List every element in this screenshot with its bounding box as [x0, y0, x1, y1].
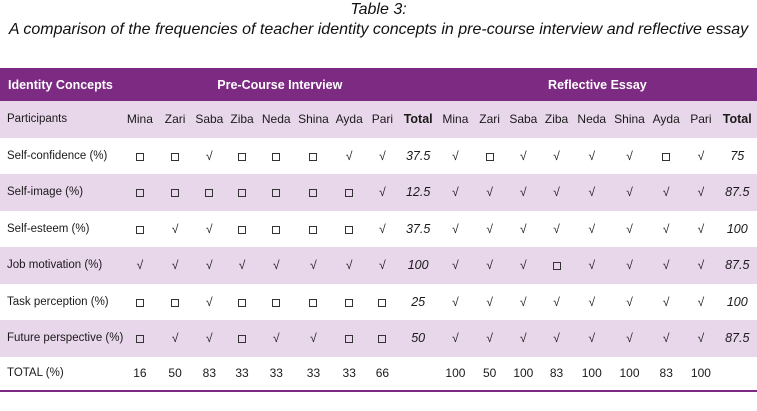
check-mark-icon: √ — [553, 185, 560, 200]
reflective-cell — [648, 320, 684, 357]
check-mark-icon: √ — [310, 258, 317, 273]
check-mark-icon: √ — [626, 331, 633, 346]
pre-course-cell — [332, 138, 366, 175]
pre-course-cell — [122, 247, 158, 284]
pre-course-cell — [258, 247, 295, 284]
participant-name: Neda — [577, 112, 607, 127]
empty-box-icon — [272, 226, 280, 234]
reflective-cell — [573, 284, 611, 321]
pre-course-cell — [258, 211, 295, 248]
reflective-cell — [684, 211, 717, 248]
pre-course-participant-total: 16 — [133, 366, 147, 380]
pre-course-cell — [158, 138, 192, 175]
empty-box-icon — [345, 299, 353, 307]
reflective-cell — [648, 138, 684, 175]
reflective-cell — [540, 138, 572, 175]
pre-course-cell — [258, 284, 295, 321]
pre-course-participant-total: 50 — [168, 366, 182, 380]
check-mark-icon: √ — [206, 331, 213, 346]
reflective-cell — [684, 174, 717, 211]
header-row — [0, 68, 757, 101]
check-mark-icon: √ — [452, 258, 459, 273]
empty-cell — [399, 357, 438, 391]
table-row — [0, 174, 757, 211]
pre-course-cell — [332, 320, 366, 357]
pre-course-cell — [258, 320, 295, 357]
reflective-cell — [473, 174, 506, 211]
reflective-participant-total: 83 — [659, 366, 673, 380]
check-mark-icon: √ — [588, 221, 596, 236]
pre-course-participant-total: 33 — [306, 366, 321, 380]
check-mark-icon: √ — [520, 221, 527, 236]
participants-row — [0, 101, 757, 138]
reflective-cell — [506, 247, 540, 284]
column-total-header: Total — [722, 112, 752, 127]
check-mark-icon: √ — [379, 185, 386, 200]
pre-course-cell — [226, 174, 257, 211]
reflective-cell — [684, 320, 717, 357]
reflective-cell — [438, 247, 473, 284]
reflective-cell — [648, 247, 684, 284]
reflective-cell — [438, 174, 473, 211]
check-mark-icon: √ — [626, 148, 633, 163]
reflective-total: 87.5 — [725, 258, 750, 273]
empty-box-icon — [309, 153, 317, 161]
pre-course-cell — [295, 284, 332, 321]
check-mark-icon: √ — [486, 294, 493, 309]
pre-course-total: 37.5 — [405, 221, 431, 236]
participant-name: Shina — [614, 112, 645, 127]
reflective-cell — [573, 174, 611, 211]
check-mark-icon: √ — [520, 185, 527, 200]
empty-box-icon — [136, 153, 144, 161]
table-row — [0, 247, 757, 284]
check-mark-icon: √ — [345, 148, 353, 163]
total-row — [0, 357, 757, 391]
reflective-cell — [611, 174, 648, 211]
participant-name: Pari — [690, 112, 712, 127]
reflective-cell — [573, 211, 611, 248]
check-mark-icon: √ — [697, 331, 705, 346]
check-mark-icon: √ — [662, 258, 670, 273]
check-mark-icon: √ — [626, 221, 633, 236]
check-mark-icon: √ — [662, 331, 670, 346]
check-mark-icon: √ — [626, 294, 633, 309]
header-reflective: Reflective Essay — [548, 77, 647, 92]
pre-course-total: 12.5 — [405, 185, 431, 200]
reflective-cell — [540, 247, 572, 284]
reflective-cell — [473, 320, 506, 357]
empty-box-icon — [272, 189, 280, 197]
pre-course-total: 25 — [411, 294, 426, 309]
table-row — [0, 138, 757, 175]
empty-box-icon — [309, 189, 317, 197]
check-mark-icon: √ — [553, 221, 560, 236]
reflective-total: 100 — [726, 221, 748, 236]
empty-box-icon — [205, 189, 213, 197]
empty-box-icon — [486, 153, 494, 161]
empty-box-icon — [136, 335, 144, 343]
empty-box-icon — [662, 153, 670, 161]
reflective-total: 87.5 — [725, 331, 750, 346]
pre-course-cell — [192, 138, 226, 175]
column-total-header: Total — [403, 112, 433, 127]
header-identity-concepts: Identity Concepts — [8, 77, 113, 92]
reflective-cell — [506, 320, 540, 357]
row-label: Self-image (%) — [7, 186, 84, 199]
header-pre-course: Pre-Course Interview — [217, 77, 343, 92]
check-mark-icon: √ — [345, 258, 353, 273]
empty-box-icon — [309, 226, 317, 234]
pre-course-cell — [122, 284, 158, 321]
pre-course-cell — [295, 211, 332, 248]
check-mark-icon: √ — [588, 331, 596, 346]
reflective-cell — [573, 247, 611, 284]
empty-box-icon — [272, 299, 280, 307]
check-mark-icon: √ — [206, 221, 213, 236]
empty-box-icon — [378, 299, 386, 307]
pre-course-cell — [192, 320, 226, 357]
participant-name: Mina — [442, 112, 469, 127]
empty-box-icon — [272, 153, 280, 161]
reflective-cell — [506, 174, 540, 211]
row-label: Job motivation (%) — [7, 259, 103, 272]
reflective-cell — [473, 211, 506, 248]
reflective-cell — [473, 247, 506, 284]
pre-course-participant-total: 33 — [235, 366, 249, 380]
pre-course-cell — [158, 320, 192, 357]
pre-course-cell — [192, 174, 226, 211]
check-mark-icon: √ — [662, 185, 670, 200]
reflective-cell — [684, 138, 717, 175]
pre-course-cell — [332, 211, 366, 248]
reflective-cell — [540, 174, 572, 211]
reflective-cell — [648, 174, 684, 211]
table-caption — [0, 0, 757, 40]
pre-course-cell — [366, 211, 398, 248]
pre-course-cell — [366, 284, 398, 321]
check-mark-icon: √ — [379, 148, 386, 163]
check-mark-icon: √ — [272, 331, 280, 346]
pre-course-cell — [332, 284, 366, 321]
reflective-participant-total: 100 — [619, 366, 640, 380]
pre-course-cell — [226, 138, 257, 175]
check-mark-icon: √ — [272, 258, 280, 273]
reflective-total: 75 — [730, 148, 745, 163]
pre-course-cell — [122, 320, 158, 357]
check-mark-icon: √ — [486, 185, 493, 200]
reflective-participant-total: 50 — [482, 366, 497, 380]
check-mark-icon: √ — [452, 221, 459, 236]
check-mark-icon: √ — [626, 258, 633, 273]
reflective-cell — [684, 284, 717, 321]
check-mark-icon: √ — [379, 258, 386, 273]
participants-label: Participants — [7, 113, 68, 126]
pre-course-total: 100 — [407, 258, 429, 273]
pre-course-cell — [122, 211, 158, 248]
empty-box-icon — [345, 335, 353, 343]
pre-course-cell — [295, 174, 332, 211]
check-mark-icon: √ — [310, 331, 317, 346]
empty-box-icon — [378, 335, 386, 343]
check-mark-icon: √ — [206, 148, 213, 163]
empty-cell — [718, 357, 757, 391]
reflective-cell — [506, 284, 540, 321]
pre-course-cell — [122, 138, 158, 175]
reflective-cell — [540, 320, 572, 357]
check-mark-icon: √ — [379, 221, 386, 236]
check-mark-icon: √ — [697, 185, 705, 200]
check-mark-icon: √ — [206, 294, 213, 309]
check-mark-icon: √ — [452, 331, 459, 346]
reflective-total: 87.5 — [725, 185, 750, 200]
check-mark-icon: √ — [588, 294, 596, 309]
participant-name: Ayda — [652, 112, 680, 127]
check-mark-icon: √ — [697, 258, 705, 273]
participant-name: Ayda — [335, 112, 363, 127]
check-mark-icon: √ — [171, 258, 179, 273]
caption-number: Table 3: — [350, 1, 407, 18]
pre-course-cell — [366, 247, 398, 284]
pre-course-cell — [192, 211, 226, 248]
participant-name: Zari — [479, 112, 500, 127]
check-mark-icon: √ — [171, 221, 179, 236]
check-mark-icon: √ — [452, 294, 459, 309]
reflective-cell — [573, 320, 611, 357]
check-mark-icon: √ — [626, 185, 633, 200]
empty-box-icon — [171, 299, 179, 307]
table-row — [0, 284, 757, 321]
empty-box-icon — [171, 189, 179, 197]
pre-course-cell — [226, 284, 257, 321]
row-label: Self-confidence (%) — [7, 149, 108, 162]
pre-course-cell — [192, 247, 226, 284]
participant-name: Mina — [126, 112, 153, 127]
check-mark-icon: √ — [486, 331, 493, 346]
check-mark-icon: √ — [238, 258, 246, 273]
pre-course-cell — [158, 211, 192, 248]
reflective-participant-total: 100 — [513, 366, 534, 380]
reflective-cell — [438, 284, 473, 321]
pre-course-cell — [158, 174, 192, 211]
reflective-cell — [506, 138, 540, 175]
reflective-cell — [648, 284, 684, 321]
pre-course-cell — [226, 211, 257, 248]
identity-concepts-table — [0, 68, 757, 392]
table-row — [0, 320, 757, 357]
reflective-cell — [648, 211, 684, 248]
reflective-cell — [438, 138, 473, 175]
empty-box-icon — [345, 189, 353, 197]
reflective-cell — [684, 247, 717, 284]
empty-box-icon — [238, 299, 246, 307]
pre-course-cell — [332, 247, 366, 284]
caption-title: A comparison of the frequencies of teacher identity concepts in pre-course interview and reflective essay — [8, 21, 749, 38]
empty-box-icon — [309, 299, 317, 307]
check-mark-icon: √ — [206, 258, 213, 273]
pre-course-participant-total: 33 — [269, 366, 283, 380]
reflective-cell — [438, 211, 473, 248]
check-mark-icon: √ — [520, 331, 527, 346]
reflective-cell — [611, 211, 648, 248]
total-label: TOTAL (%) — [7, 367, 64, 379]
reflective-participant-total: 100 — [445, 366, 466, 380]
pre-course-cell — [122, 174, 158, 211]
empty-box-icon — [136, 189, 144, 197]
check-mark-icon: √ — [553, 294, 560, 309]
row-label: Future perspective (%) — [7, 332, 124, 345]
check-mark-icon: √ — [520, 294, 527, 309]
reflective-cell — [611, 320, 648, 357]
pre-course-cell — [158, 247, 192, 284]
empty-box-icon — [238, 335, 246, 343]
participant-name: Ziba — [230, 112, 254, 127]
reflective-cell — [506, 211, 540, 248]
empty-box-icon — [238, 189, 246, 197]
reflective-cell — [611, 284, 648, 321]
check-mark-icon: √ — [588, 185, 596, 200]
check-mark-icon: √ — [553, 148, 560, 163]
pre-course-cell — [258, 174, 295, 211]
participant-name: Neda — [261, 112, 291, 127]
check-mark-icon: √ — [697, 294, 705, 309]
reflective-cell — [540, 284, 572, 321]
empty-box-icon — [171, 153, 179, 161]
reflective-participant-total: 100 — [690, 366, 711, 380]
pre-course-cell — [258, 138, 295, 175]
check-mark-icon: √ — [662, 221, 670, 236]
check-mark-icon: √ — [136, 258, 144, 273]
pre-course-cell — [295, 247, 332, 284]
reflective-total: 100 — [726, 294, 748, 309]
participant-name: Ziba — [544, 112, 569, 127]
pre-course-participant-total: 33 — [342, 366, 356, 380]
empty-box-icon — [238, 226, 246, 234]
check-mark-icon: √ — [553, 331, 560, 346]
reflective-cell — [438, 320, 473, 357]
pre-course-cell — [295, 320, 332, 357]
pre-course-cell — [366, 138, 398, 175]
check-mark-icon: √ — [662, 294, 670, 309]
reflective-cell — [611, 138, 648, 175]
pre-course-cell — [366, 174, 398, 211]
check-mark-icon: √ — [697, 148, 705, 163]
pre-course-cell — [332, 174, 366, 211]
participant-name: Pari — [371, 112, 394, 127]
reflective-cell — [611, 247, 648, 284]
pre-course-cell — [295, 138, 332, 175]
pre-course-cell — [192, 284, 226, 321]
participant-name: Saba — [195, 112, 224, 127]
reflective-participant-total: 83 — [549, 366, 564, 380]
empty-box-icon — [553, 262, 561, 270]
check-mark-icon: √ — [588, 148, 596, 163]
check-mark-icon: √ — [486, 221, 493, 236]
row-label: Task perception (%) — [7, 295, 109, 308]
check-mark-icon: √ — [486, 258, 493, 273]
pre-course-cell — [226, 320, 257, 357]
check-mark-icon: √ — [452, 185, 459, 200]
pre-course-participant-total: 83 — [202, 366, 216, 380]
check-mark-icon: √ — [520, 148, 527, 163]
pre-course-total: 50 — [411, 331, 426, 346]
check-mark-icon: √ — [171, 331, 179, 346]
pre-course-cell — [226, 247, 257, 284]
pre-course-cell — [366, 320, 398, 357]
empty-box-icon — [136, 226, 144, 234]
reflective-cell — [540, 211, 572, 248]
reflective-participant-total: 100 — [581, 366, 602, 380]
participant-name: Zari — [164, 112, 186, 127]
row-label: Self-esteem (%) — [7, 222, 90, 235]
pre-course-total: 37.5 — [405, 148, 431, 163]
empty-box-icon — [345, 226, 353, 234]
reflective-cell — [473, 284, 506, 321]
empty-box-icon — [238, 153, 246, 161]
reflective-cell — [473, 138, 506, 175]
pre-course-cell — [158, 284, 192, 321]
pre-course-participant-total: 66 — [375, 366, 390, 380]
check-mark-icon: √ — [520, 258, 527, 273]
participant-name: Saba — [509, 112, 538, 127]
participant-name: Shina — [298, 112, 329, 127]
check-mark-icon: √ — [697, 221, 705, 236]
table-row — [0, 211, 757, 248]
check-mark-icon: √ — [588, 258, 596, 273]
reflective-cell — [573, 138, 611, 175]
check-mark-icon: √ — [452, 148, 459, 163]
empty-box-icon — [136, 299, 144, 307]
